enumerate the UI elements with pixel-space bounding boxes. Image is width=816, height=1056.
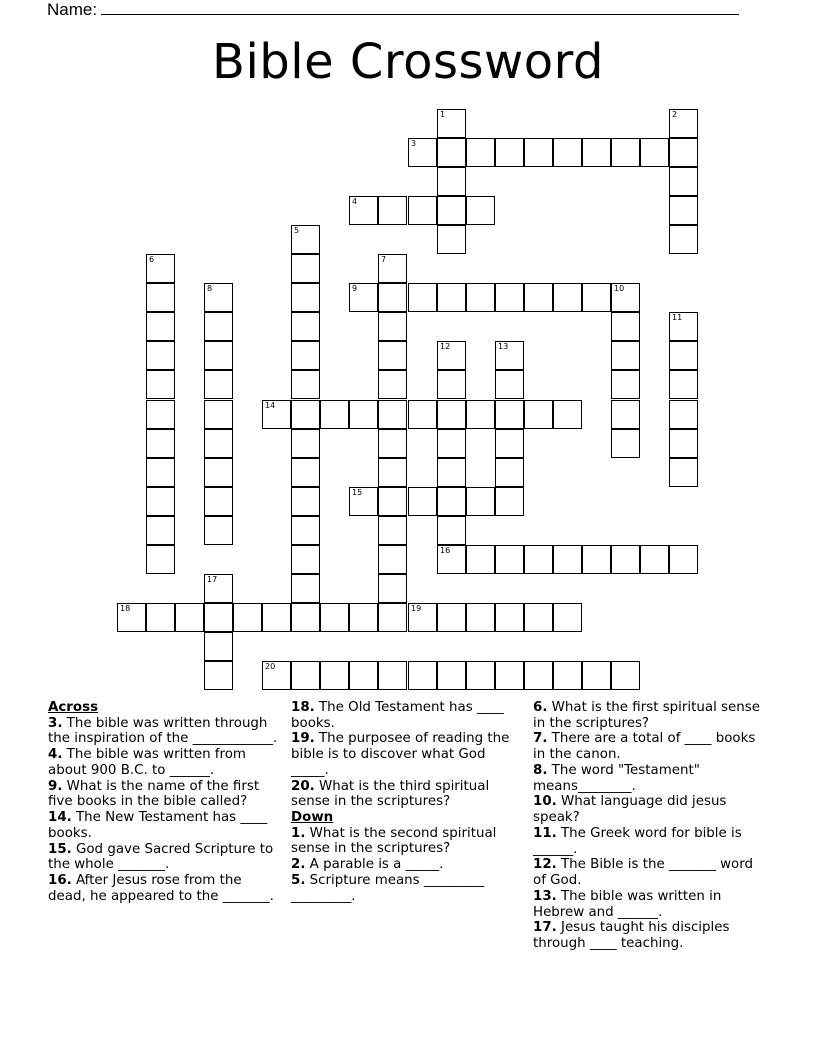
grid-cell[interactable] — [524, 545, 553, 574]
grid-cell[interactable] — [204, 400, 233, 429]
clue-text: A parable is a _____. — [305, 857, 444, 873]
clue-down — [291, 873, 526, 904]
clue-text: The New Testament has ____ books. — [48, 810, 268, 841]
grid-cell[interactable] — [495, 400, 524, 429]
clue-across — [48, 747, 283, 778]
grid-cell[interactable] — [320, 661, 349, 690]
name-label: Name: — [47, 0, 98, 19]
grid-cell[interactable] — [146, 516, 175, 545]
grid-cell[interactable] — [146, 254, 175, 283]
clue-number-label: 4. — [48, 747, 63, 763]
grid-cell[interactable] — [408, 138, 437, 167]
grid-cell[interactable] — [640, 545, 669, 574]
grid-cell[interactable] — [408, 400, 437, 429]
grid-cell[interactable] — [466, 196, 495, 225]
grid-cell[interactable] — [437, 545, 466, 574]
clue-number-label: 11. — [533, 825, 557, 841]
across-heading: Across — [48, 700, 99, 715]
grid-cell[interactable] — [146, 429, 175, 458]
grid-cell[interactable] — [378, 254, 407, 283]
grid-cell[interactable] — [146, 603, 175, 632]
clue-down — [533, 763, 768, 794]
clue-number-label: 15. — [48, 841, 72, 857]
grid-cell[interactable] — [611, 370, 640, 399]
grid-cell[interactable] — [291, 254, 320, 283]
grid-cell[interactable] — [553, 545, 582, 574]
grid-cell[interactable] — [611, 400, 640, 429]
grid-cell[interactable] — [437, 370, 466, 399]
clue-number-label: 3. — [48, 715, 63, 731]
grid-cell[interactable] — [349, 400, 378, 429]
grid-cell[interactable] — [524, 661, 553, 690]
grid-cell[interactable] — [437, 487, 466, 516]
clue-text: Scripture means _________ _________. — [291, 873, 485, 904]
page-title: Bible Crossword — [212, 34, 604, 90]
grid-cell[interactable] — [553, 661, 582, 690]
clue-down — [533, 731, 768, 762]
grid-cell[interactable] — [204, 661, 233, 690]
clue-text: The word "Testament" means________. — [533, 762, 700, 794]
grid-cell[interactable] — [524, 138, 553, 167]
clue-column-2 — [291, 700, 526, 905]
clue-text: What language did jesus speak? — [533, 794, 727, 826]
grid-cell[interactable] — [611, 545, 640, 574]
grid-cell[interactable] — [320, 400, 349, 429]
grid-cell[interactable] — [146, 458, 175, 487]
grid-cell[interactable] — [495, 458, 524, 487]
clue-text: The Old Testament has ____ books. — [291, 700, 504, 731]
grid-cell[interactable] — [437, 283, 466, 312]
grid-cell[interactable] — [437, 109, 466, 138]
grid-cell[interactable] — [524, 603, 553, 632]
grid-cell[interactable] — [204, 632, 233, 661]
grid-cell[interactable] — [204, 283, 233, 312]
clue-number: 20 — [265, 662, 276, 671]
grid-cell[interactable] — [611, 283, 640, 312]
clue-text: Jesus taught his disciples through ____ teaching. — [533, 920, 730, 951]
clue-number: 18 — [120, 604, 131, 613]
grid-cell[interactable] — [378, 661, 407, 690]
clue-number: 17 — [207, 575, 218, 584]
clue-number-label: 16. — [48, 873, 72, 889]
grid-cell[interactable] — [146, 400, 175, 429]
grid-cell[interactable] — [437, 400, 466, 429]
grid-cell[interactable] — [204, 458, 233, 487]
grid-cell[interactable] — [291, 341, 320, 370]
grid-cell[interactable] — [408, 487, 437, 516]
clue-text: What is the name of the first five books in the bible called? — [48, 778, 260, 810]
clue-number: 19 — [411, 604, 422, 613]
clue-column-1 — [48, 700, 283, 905]
grid-cell[interactable] — [495, 603, 524, 632]
grid-cell[interactable] — [204, 516, 233, 545]
grid-cell[interactable] — [495, 661, 524, 690]
grid-cell[interactable] — [582, 138, 611, 167]
clue-number: 14 — [265, 401, 276, 410]
clue-number-label: 5. — [291, 873, 306, 889]
clue-down — [533, 889, 768, 920]
grid-cell[interactable] — [349, 283, 378, 312]
grid-cell[interactable] — [408, 283, 437, 312]
grid-cell[interactable] — [204, 312, 233, 341]
grid-cell[interactable] — [320, 603, 349, 632]
grid-cell[interactable] — [437, 429, 466, 458]
clue-text: After Jesus rose from the dead, he appeared to the _______. — [48, 873, 274, 904]
clue-number: 9 — [352, 284, 358, 293]
clue-text: The bible was written in Hebrew and ______. — [533, 888, 722, 920]
clue-number-label: 12. — [533, 857, 557, 873]
grid-cell[interactable] — [495, 370, 524, 399]
grid-cell[interactable] — [582, 283, 611, 312]
grid-cell[interactable] — [146, 487, 175, 516]
grid-cell[interactable] — [524, 400, 553, 429]
grid-cell[interactable] — [495, 487, 524, 516]
grid-cell[interactable] — [349, 661, 378, 690]
clue-number-label: 2. — [291, 857, 306, 873]
grid-cell[interactable] — [291, 400, 320, 429]
clue-across — [291, 731, 526, 778]
clue-across — [48, 873, 283, 904]
grid-cell[interactable] — [553, 138, 582, 167]
clue-text: The Bible is the _______ word of God. — [533, 857, 753, 889]
grid-cell[interactable] — [204, 487, 233, 516]
grid-cell[interactable] — [349, 487, 378, 516]
grid-cell[interactable] — [146, 545, 175, 574]
grid-cell[interactable] — [291, 487, 320, 516]
clue-number: 12 — [440, 342, 451, 351]
grid-cell[interactable] — [524, 283, 553, 312]
grid-cell[interactable] — [146, 283, 175, 312]
grid-cell[interactable] — [262, 661, 291, 690]
grid-cell[interactable] — [378, 516, 407, 545]
clue-number-label: 17. — [533, 920, 557, 936]
clue-number-label: 8. — [533, 762, 548, 778]
grid-cell[interactable] — [611, 661, 640, 690]
clue-number: 10 — [614, 284, 625, 293]
grid-cell[interactable] — [204, 341, 233, 370]
clue-across — [48, 810, 283, 841]
grid-cell[interactable] — [378, 341, 407, 370]
grid-cell[interactable] — [378, 400, 407, 429]
grid-cell[interactable] — [349, 603, 378, 632]
grid-cell[interactable] — [291, 370, 320, 399]
clue-down — [533, 700, 768, 731]
grid-cell[interactable] — [262, 400, 291, 429]
grid-cell[interactable] — [378, 458, 407, 487]
grid-cell[interactable] — [582, 661, 611, 690]
grid-cell[interactable] — [378, 545, 407, 574]
grid-cell[interactable] — [466, 603, 495, 632]
clue-text: The purposee of reading the bible is to discover what God _____. — [291, 731, 510, 778]
clue-number-label: 18. — [291, 700, 315, 715]
grid-cell[interactable] — [466, 283, 495, 312]
grid-cell[interactable] — [495, 429, 524, 458]
clue-across — [48, 779, 283, 810]
grid-cell[interactable] — [437, 225, 466, 254]
clue-number: 16 — [440, 546, 451, 555]
clue-number-label: 20. — [291, 778, 315, 794]
grid-cell[interactable] — [437, 167, 466, 196]
grid-cell[interactable] — [495, 545, 524, 574]
grid-cell[interactable] — [291, 545, 320, 574]
grid-cell[interactable] — [146, 370, 175, 399]
clue-number-label: 6. — [533, 700, 548, 715]
grid-cell[interactable] — [291, 283, 320, 312]
grid-cell[interactable] — [466, 138, 495, 167]
grid-cell[interactable] — [408, 196, 437, 225]
clue-number-label: 1. — [291, 825, 306, 841]
grid-cell[interactable] — [378, 429, 407, 458]
grid-cell[interactable] — [611, 312, 640, 341]
grid-cell[interactable] — [291, 225, 320, 254]
clue-text: The Greek word for bible is ______. — [533, 825, 742, 857]
grid-cell[interactable] — [669, 429, 698, 458]
grid-cell[interactable] — [466, 545, 495, 574]
clue-number-label: 9. — [48, 778, 63, 794]
grid-cell[interactable] — [495, 341, 524, 370]
grid-cell[interactable] — [408, 603, 437, 632]
grid-cell[interactable] — [553, 283, 582, 312]
clue-number: 8 — [207, 284, 213, 293]
grid-cell[interactable] — [291, 458, 320, 487]
grid-cell[interactable] — [204, 574, 233, 603]
clue-number-label: 7. — [533, 731, 548, 747]
grid-cell[interactable] — [291, 312, 320, 341]
clue-number: 15 — [352, 488, 363, 497]
grid-cell[interactable] — [669, 312, 698, 341]
grid-cell[interactable] — [495, 138, 524, 167]
grid-cell[interactable] — [291, 603, 320, 632]
clue-number: 1 — [440, 110, 446, 119]
clue-text: The bible was written from about 900 B.C. to ______. — [48, 747, 246, 778]
clue-text: The bible was written through the inspiration of the ____________. — [48, 715, 278, 747]
grid-cell[interactable] — [611, 341, 640, 370]
grid-cell[interactable] — [378, 370, 407, 399]
clue-number-label: 10. — [533, 794, 557, 810]
clue-text: There are a total of ____ books in the canon. — [533, 731, 756, 763]
clue-number-label: 14. — [48, 810, 72, 826]
clue-number: 4 — [352, 197, 358, 206]
grid-cell[interactable] — [553, 603, 582, 632]
clue-down — [291, 826, 526, 857]
clue-down — [291, 857, 526, 873]
grid-cell[interactable] — [466, 661, 495, 690]
clue-text: What is the first spiritual sense in the scriptures? — [533, 700, 760, 731]
grid-cell[interactable] — [291, 661, 320, 690]
grid-cell[interactable] — [378, 487, 407, 516]
grid-cell[interactable] — [378, 283, 407, 312]
grid-cell[interactable] — [262, 603, 291, 632]
grid-cell[interactable] — [437, 516, 466, 545]
grid-cell[interactable] — [553, 400, 582, 429]
grid-cell[interactable] — [408, 661, 437, 690]
grid-cell[interactable] — [378, 574, 407, 603]
grid-cell[interactable] — [466, 400, 495, 429]
grid-cell[interactable] — [669, 138, 698, 167]
grid-cell[interactable] — [495, 283, 524, 312]
clue-number-label: 13. — [533, 888, 557, 904]
clue-text: What is the second spiritual sense in the scriptures? — [291, 825, 497, 857]
grid-cell[interactable] — [378, 312, 407, 341]
grid-cell[interactable] — [437, 138, 466, 167]
grid-cell[interactable] — [291, 574, 320, 603]
clue-column-3 — [533, 700, 768, 952]
clue-number: 7 — [381, 255, 387, 264]
grid-cell[interactable] — [204, 603, 233, 632]
clue-down — [533, 920, 768, 951]
grid-cell[interactable] — [175, 603, 204, 632]
grid-cell[interactable] — [378, 603, 407, 632]
grid-cell[interactable] — [146, 341, 175, 370]
clue-across — [291, 779, 526, 810]
clue-number: 5 — [294, 226, 300, 235]
clue-down — [533, 857, 768, 888]
grid-cell[interactable] — [611, 138, 640, 167]
down-heading: Down — [291, 810, 334, 826]
clue-across — [48, 716, 283, 747]
grid-cell[interactable] — [669, 196, 698, 225]
clue-number: 11 — [672, 313, 683, 322]
grid-cell[interactable] — [611, 429, 640, 458]
clue-down — [533, 826, 768, 857]
clue-across — [48, 842, 283, 873]
grid-cell[interactable] — [117, 603, 146, 632]
grid-cell[interactable] — [437, 458, 466, 487]
clue-down — [533, 794, 768, 825]
clue-number: 3 — [411, 139, 417, 148]
grid-cell[interactable] — [437, 661, 466, 690]
grid-cell[interactable] — [437, 603, 466, 632]
grid-cell[interactable] — [669, 400, 698, 429]
grid-cell[interactable] — [146, 312, 175, 341]
grid-cell[interactable] — [437, 341, 466, 370]
grid-cell[interactable] — [291, 429, 320, 458]
grid-cell[interactable] — [640, 138, 669, 167]
grid-cell[interactable] — [669, 225, 698, 254]
grid-cell[interactable] — [378, 196, 407, 225]
grid-cell[interactable] — [669, 458, 698, 487]
clue-text: What is the third spiritual sense in the scriptures? — [291, 778, 490, 810]
clue-number-label: 19. — [291, 731, 315, 747]
grid-cell[interactable] — [669, 109, 698, 138]
grid-cell[interactable] — [349, 196, 378, 225]
grid-cell[interactable] — [204, 370, 233, 399]
grid-cell[interactable] — [582, 545, 611, 574]
grid-cell[interactable] — [437, 196, 466, 225]
grid-cell[interactable] — [669, 370, 698, 399]
clue-text: God gave Sacred Scripture to the whole _______. — [48, 841, 274, 873]
grid-cell[interactable] — [233, 603, 262, 632]
grid-cell[interactable] — [466, 487, 495, 516]
clue-number: 6 — [149, 255, 155, 264]
grid-cell[interactable] — [669, 341, 698, 370]
grid-cell[interactable] — [669, 167, 698, 196]
clue-number: 13 — [498, 342, 509, 351]
grid-cell[interactable] — [669, 545, 698, 574]
grid-cell[interactable] — [291, 516, 320, 545]
clue-number: 2 — [672, 110, 678, 119]
grid-cell[interactable] — [204, 429, 233, 458]
clue-across — [291, 700, 526, 731]
